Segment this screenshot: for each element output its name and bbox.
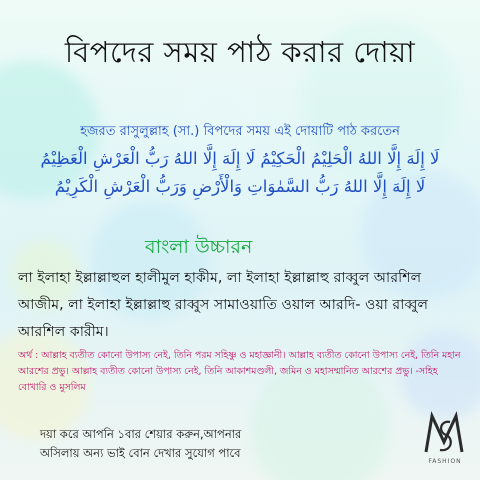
arabic-dua-line-2: لَا إِلَهَ إِلَّا اللهُ رَبُّ السَّمٰوَاتِ وَالْأَرْضِ وَرَبُّ الْعَرْشِ الْكَرِيْمُ [54,177,426,196]
pronunciation-heading: বাংলা উচ্চারন [145,236,253,258]
meaning-text: অর্থ : আল্লাহ ব্যতীত কোনো উপাস্য নেই, তিনি পরম সহিষ্ণু ও মহাজ্ঞানী। আল্লাহ ব্যতীত কোনো উপাস্য নেই, তিনি মহান আরশের প্রভু। আল্লাহ ব্যতীত কোনো উপাস্য নেই, তিনি আকাশমণ্ডলী, জমিন ও মহাসম্মানিত আরশের প্রভু। -সহিহ বোখারি ও মুসলিম [18,350,461,393]
logo-caption: FASHION [428,458,462,465]
share-request [40,425,360,463]
share-request-line-2: অসিলায় অন্য ভাই বোন দেখার সুযোগ পাবে [40,446,241,460]
arabic-dua-line-1: لَا إِلَهَ إِلَّا اللهُ الْحَلِيْمُ الْحَكِيْمُ لَا إِلَهَ إِلَّا اللهُ رَبُّ الْعَرْشِ الْعَظِيْمُ [40,149,440,168]
subtitle: হজরত রাসুলুল্লাহ (সা.) বিপদের সময় এই দোয়াটি পাঠ করতেন [80,124,400,139]
page-title: বিপদের সময় পাঠ করার দোয়া [64,35,416,69]
share-request-line-1: দয়া করে আপনি ১বার শেয়ার করুন,আপনার [40,427,242,441]
pronunciation-text: লা ইলাহা ইল্লাল্লাহুল হালীমুল হাকীম, লা ইলাহা ইল্লাল্লাহু রাব্বুল আরশিল আজীম, লা ইলাহা ইল্লাল্লাহু রাব্বুস সামাওয়াতি ওয়াল আরদি- ওয়া রাব্বুল আরশিল কারীম। [18,270,429,340]
